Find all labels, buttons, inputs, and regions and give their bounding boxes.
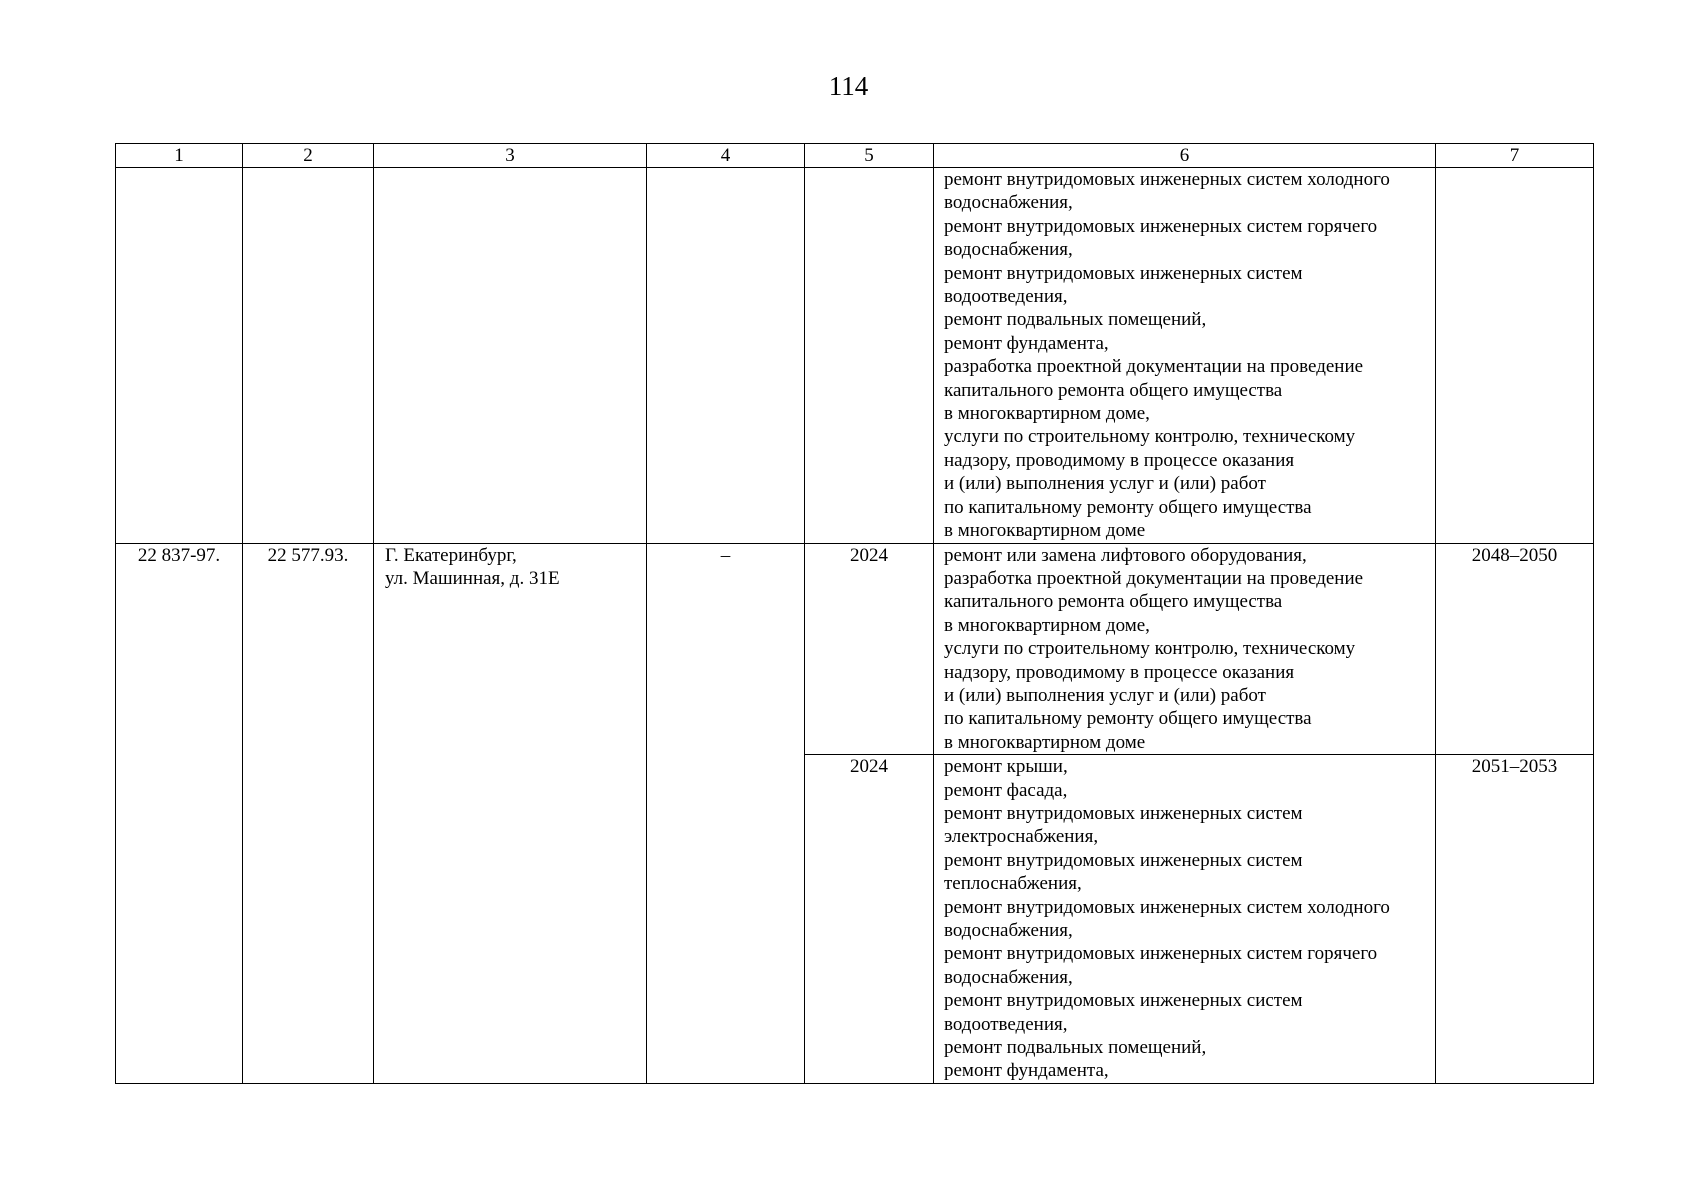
continued-col-2 [243,168,374,544]
work-line: ремонт крыши, [944,756,1068,778]
work-line: водоотведения, [944,286,1068,308]
record-address [374,543,647,1083]
work-line: услуги по строительному контролю, техническому [944,638,1356,660]
header-col-4: 4 [647,144,805,168]
work-line: электроснабжения, [944,826,1099,848]
work-line: ремонт фасада, [944,779,1068,801]
continued-works-cell [934,168,1436,544]
subrow-1-period: 2048–2050 [1436,543,1594,755]
header-col-5: 5 [805,144,934,168]
work-line: ремонт внутридомовых инженерных систем горячего [944,215,1378,237]
work-line: в многоквартирном доме [944,731,1146,753]
record-col-1: 22 837-97. [116,543,243,1083]
work-line: услуги по строительному контролю, техническому [944,426,1356,448]
header-col-7: 7 [1436,144,1594,168]
work-line: водоснабжения, [944,966,1073,988]
work-line: в многоквартирном доме, [944,614,1150,636]
subrow-1-year: 2024 [805,543,934,755]
work-line: надзору, проводимому в процессе оказания [944,449,1295,471]
work-line: ремонт внутридомовых инженерных систем [944,802,1303,824]
address-street: ул. Машинная, д. 31Е [385,567,560,589]
work-line: водоснабжения, [944,192,1073,214]
work-line: водоотведения, [944,1013,1068,1035]
work-line: капитального ремонта общего имущества [944,379,1283,401]
work-line: по капитальному ремонту общего имущества [944,496,1312,518]
work-line: ремонт фундамента, [944,1060,1109,1082]
continued-col-5 [805,168,934,544]
works-table [115,143,1594,1084]
header-col-3: 3 [374,144,647,168]
header-row [116,144,1594,168]
subrow-2-works-cell [934,755,1436,1084]
continued-row [116,168,1594,544]
work-line: ремонт внутридомовых инженерных систем [944,849,1303,871]
work-line: разработка проектной документации на проведение [944,567,1364,589]
work-line: в многоквартирном доме [944,520,1146,542]
work-line: и (или) выполнения услуг и (или) работ [944,684,1266,706]
work-line: и (или) выполнения услуг и (или) работ [944,473,1266,495]
work-line: ремонт внутридомовых инженерных систем холодного [944,169,1390,190]
continued-col-7 [1436,168,1594,544]
continued-col-1 [116,168,243,544]
work-line: ремонт внутридомовых инженерных систем [944,990,1303,1012]
work-line: надзору, проводимому в процессе оказания [944,661,1295,683]
work-line: капитального ремонта общего имущества [944,591,1283,613]
page-number: 114 [828,71,869,101]
work-line: ремонт подвальных помещений, [944,309,1207,331]
work-line: ремонт внутридомовых инженерных систем [944,262,1303,284]
record-col-2: 22 577.93. [243,543,374,1083]
header-col-6: 6 [934,144,1436,168]
subrow-2-period: 2051–2053 [1436,755,1594,1084]
work-line: водоснабжения, [944,239,1073,261]
work-line: ремонт фундамента, [944,332,1109,354]
address-city: Г. Екатеринбург, [385,544,517,566]
subrow-2-year: 2024 [805,755,934,1084]
record-row [116,543,1594,755]
subrow-1-works-cell [934,543,1436,755]
work-line: ремонт подвальных помещений, [944,1037,1207,1059]
work-line: ремонт или замена лифтового оборудования, [944,544,1307,566]
work-line: разработка проектной документации на проведение [944,356,1364,378]
work-line: по капитальному ремонту общего имущества [944,708,1312,730]
header-col-2: 2 [243,144,374,168]
header-col-1: 1 [116,144,243,168]
continued-col-3 [374,168,647,544]
work-line: ремонт внутридомовых инженерных систем горячего [944,943,1378,965]
record-col-4: – [647,543,805,1083]
work-line: ремонт внутридомовых инженерных систем холодного [944,896,1390,918]
continued-col-4 [647,168,805,544]
work-line: теплоснабжения, [944,873,1082,895]
work-line: водоснабжения, [944,920,1073,941]
work-line: в многоквартирном доме, [944,403,1150,425]
